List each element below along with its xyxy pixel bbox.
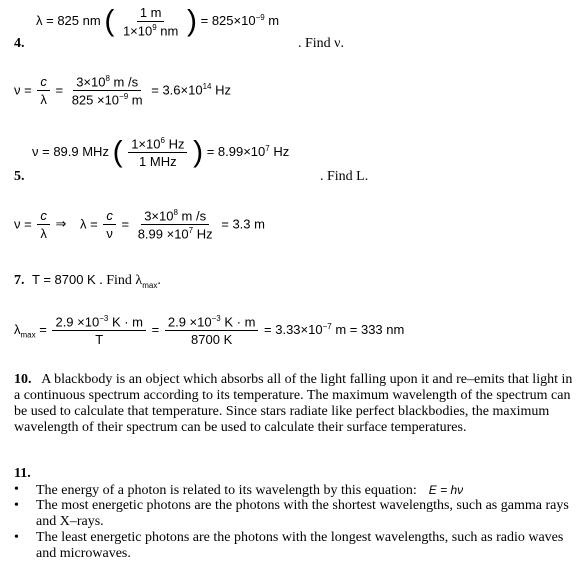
p4-den-b: nm [156,23,179,39]
left-paren: ( [104,4,115,38]
p7eq-f2-num [165,314,259,331]
p7eq-f1-num-b: K · m [108,314,144,330]
p4eq-lhs: ν = [14,82,32,98]
p4-lambda-text: λ = 825 nm [36,13,101,29]
p4-find: . Find ν. [298,36,345,51]
p5eq-f3-num-exp: 8 [173,208,178,217]
right-paren: ) [186,4,197,38]
p5eq-f1-num: c [37,208,50,225]
p4eq-f2-den [69,91,146,107]
p11-b2-text: The most energetic photons are the photons with the shortest wavelengths, such as gamma rays and X–rays. [36,498,569,529]
p7eq-lhs-sub: max [20,330,36,340]
p4-frac-numerator: 1 m [137,5,165,22]
p5-wavelength-equation [14,208,265,242]
bullet-icon: • [14,498,19,513]
p7eq-f2-den: 8700 K [191,332,233,348]
p5eq-lam: λ = [80,216,98,232]
p5eq-f3-num [141,208,209,225]
p5-frac-num [128,136,187,153]
p7eq-eq: = [39,322,47,338]
left-paren: ( [112,135,123,169]
p11-bullet-2 [14,498,580,530]
p5-number: 5. [14,169,25,184]
p5-frac-den: 1 MHz [139,154,177,170]
p4eq-f2-den-a: 825 ×10 [71,92,120,108]
p5eq-f3-den-exp: 7 [188,226,194,236]
p7-line [14,272,161,290]
p10-text: A blackbody is an object which absorbs all of the light falling upon it and re–emits that light in a continuous spectrum according to its temperature. The maximum wavelength of the spectrum can be used to calculate that temperature. Since stars radiate like perfect blackbodies, the maximum wavelength of their spectrum can be used to calculate their surface temperatures. [14,372,573,435]
p5-res-exp: 7 [265,143,270,153]
p4-result-exp: −9 [255,12,265,22]
p4eq-eq: = [55,82,64,98]
p4eq-f1-den: λ [40,92,47,108]
p7eq-lhs: λ [14,322,21,338]
bullet-icon: • [14,482,19,497]
right-paren: ) [193,135,204,169]
p5eq-f3-num-a: 3×10 [144,208,174,224]
p5-frac-num-exp: 6 [160,136,165,145]
p4-number: 4. [14,36,25,51]
p4eq-f2-num-b: m /s [109,74,139,90]
p11-bullet-3 [14,530,580,562]
bullet-icon: • [14,530,19,545]
p5eq-value-fraction [135,208,216,242]
p7-find: . Find λ [99,273,143,288]
p7eq-res-a: = 3.33×10 [264,322,323,338]
p5-frac-num-b: Hz [164,136,185,152]
p5eq-f1-den: λ [40,226,47,242]
implies-arrow: ⇒ [55,216,67,232]
p7eq-f1-num-a: 2.9 ×10 [55,314,100,330]
p4eq-c-over-lambda [37,74,50,107]
p7eq-f1-num-exp: −3 [99,314,109,323]
p4-den-a: 1×10 [122,23,153,39]
p4-lambda-equation [36,5,279,38]
p5eq-c-over-nu [103,208,116,241]
p7-temperature: T = 8700 K [32,272,96,287]
p11-number: 11. [14,466,31,481]
p7eq-f1-num [52,314,146,331]
p7eq-f1-den: T [95,332,104,348]
p10-paragraph [14,372,580,436]
p4-frac-denominator [120,22,181,38]
p5eq-f2-num: c [103,208,116,225]
p5-find: . Find L. [320,169,369,184]
p11-b1-content [36,482,580,499]
p5-lhs: ν = 89.9 MHz [32,144,109,160]
p4eq-f2-num [73,74,141,91]
p7-number: 7. [14,273,25,288]
p11-bullet-1 [14,482,580,498]
p10-number: 10. [14,372,32,387]
p5-frequency-conversion [32,136,289,169]
p11-b1-text: The energy of a photon is related to its wavelength by this equation: [36,483,417,498]
p4-frequency-equation [14,74,231,108]
p7eq-f2-num-a: 2.9 ×10 [167,314,212,330]
p4eq-f2-den-b: m [128,92,143,108]
p7eq-fraction-T [52,314,146,347]
p4-result-b: m [264,13,280,29]
p5eq-c-over-lambda [37,208,50,241]
p5eq-f3-den [135,225,216,241]
p4eq-res-a: = 3.6×10 [151,82,203,98]
p5eq-eq: = [121,216,130,232]
p4-unit-fraction [120,5,181,38]
p4eq-value-fraction [69,74,146,108]
p7eq-res-exp: −7 [322,321,332,331]
p7-find-sub: max [142,280,158,290]
p11-b1-equation: E = hν [428,483,464,497]
p5eq-res: = 3.3 m [221,216,265,232]
p4eq-f2-den-exp: −9 [119,92,129,102]
p5-unit-fraction [128,136,187,169]
p7eq-res-b: m = 333 nm [331,322,405,338]
p4eq-f2-num-exp: 8 [105,74,110,83]
p4-den-exp: 9 [152,23,157,32]
p5-frac-num-a: 1×10 [131,136,161,152]
p5eq-f3-den-b: Hz [193,226,213,242]
p5eq-f3-den-a: 8.99 ×10 [137,226,189,242]
p7eq-f2-num-b: K · m [220,314,256,330]
p4-result-a: = 825×10 [200,13,256,29]
p7eq-fraction-value [165,314,259,347]
p11-b3-text: The least energetic photons are the photons with the longest wavelengths, such as radio waves and microwaves. [36,530,564,561]
p7-dot: . [157,273,161,288]
p5eq-lhs: ν = [14,216,32,232]
p5eq-f2-den: ν [106,226,113,242]
p5eq-f3-num-b: m /s [177,208,207,224]
p4eq-f2-num-a: 3×10 [76,74,106,90]
p4eq-res-b: Hz [211,82,231,98]
p4eq-res-exp: 14 [202,81,212,91]
p4eq-f1-num: c [37,74,50,91]
p7eq-f2-num-exp: −3 [211,314,221,323]
p7-wien-equation [14,314,404,347]
p5-res-a: = 8.99×10 [206,144,266,160]
p5-res-b: Hz [269,144,290,160]
p7eq-eq2: = [151,322,160,338]
